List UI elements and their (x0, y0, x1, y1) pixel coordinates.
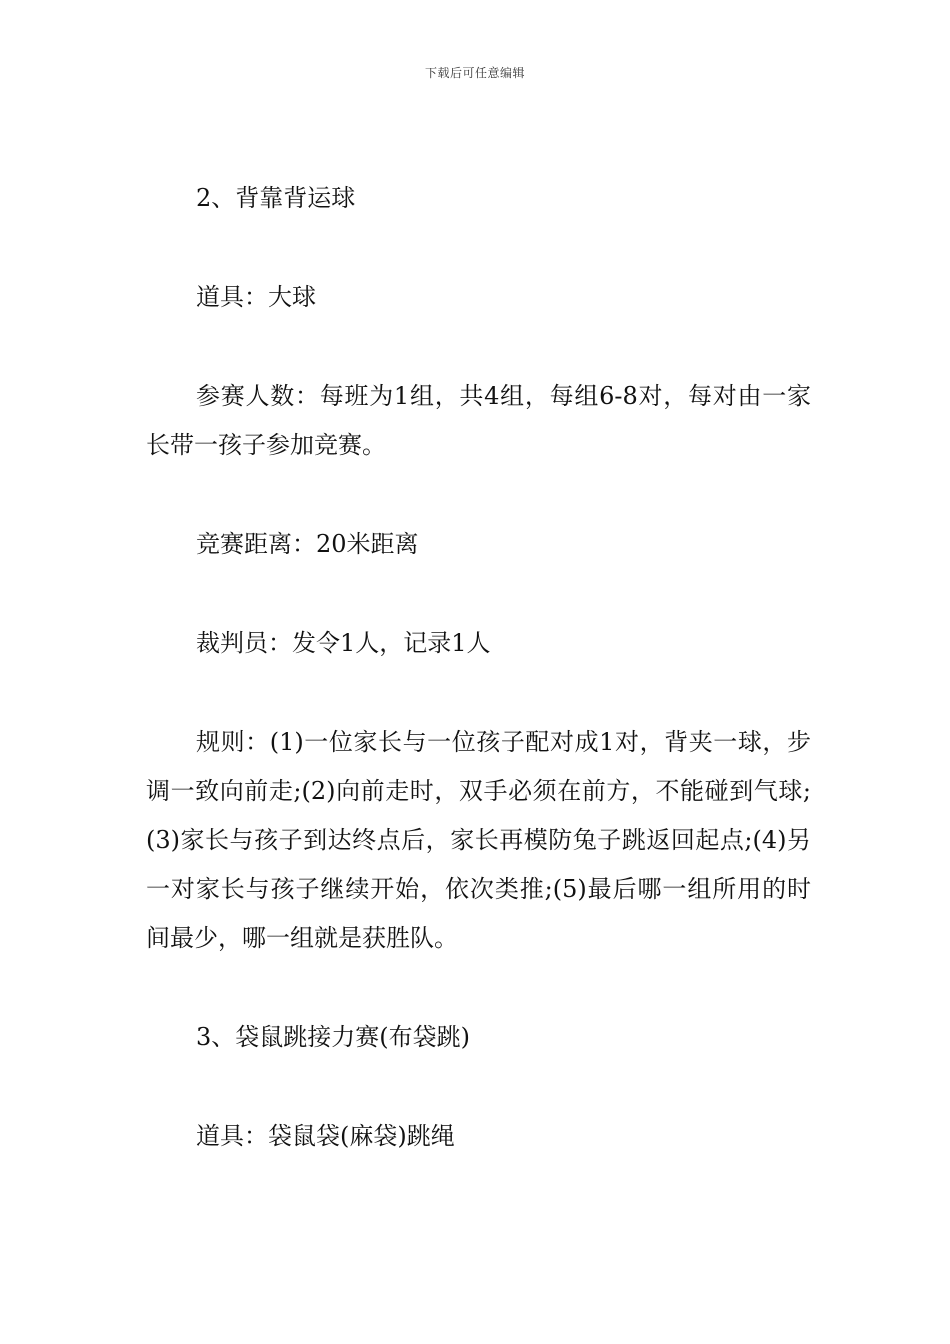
rules-paragraph: 规则：(1)一位家长与一位孩子配对成1对，背夹一球，步调一致向前走;(2)向前走时，双手必须在前方，不能碰到气球;(3)家长与孩子到达终点后，家长再模防兔子跳返回起点;(4)另一对家长与孩子继续开始，依次类推;(5)最后哪一组所用的时间最少，哪一组就是获胜队。 (146, 728, 811, 952)
distance-line: 竞赛距离：20米距离 (196, 530, 419, 558)
props-line-kangaroo: 道具：袋鼠袋(麻袋)跳绳 (196, 1122, 455, 1150)
referee-line: 裁判员：发令1人，记录1人 (196, 629, 491, 657)
props-line: 道具：大球 (196, 283, 316, 311)
participants-paragraph: 参赛人数：每班为1组，共4组，每组6-8对，每对由一家长带一孩子参加竞赛。 (146, 382, 811, 459)
section-heading-back-to-back: 2、背靠背运球 (196, 184, 356, 212)
page-header: 下载后可任意编辑 (424, 66, 525, 80)
section-heading-kangaroo-relay: 3、袋鼠跳接力赛(布袋跳) (196, 1023, 470, 1051)
document-body (146, 174, 811, 1211)
